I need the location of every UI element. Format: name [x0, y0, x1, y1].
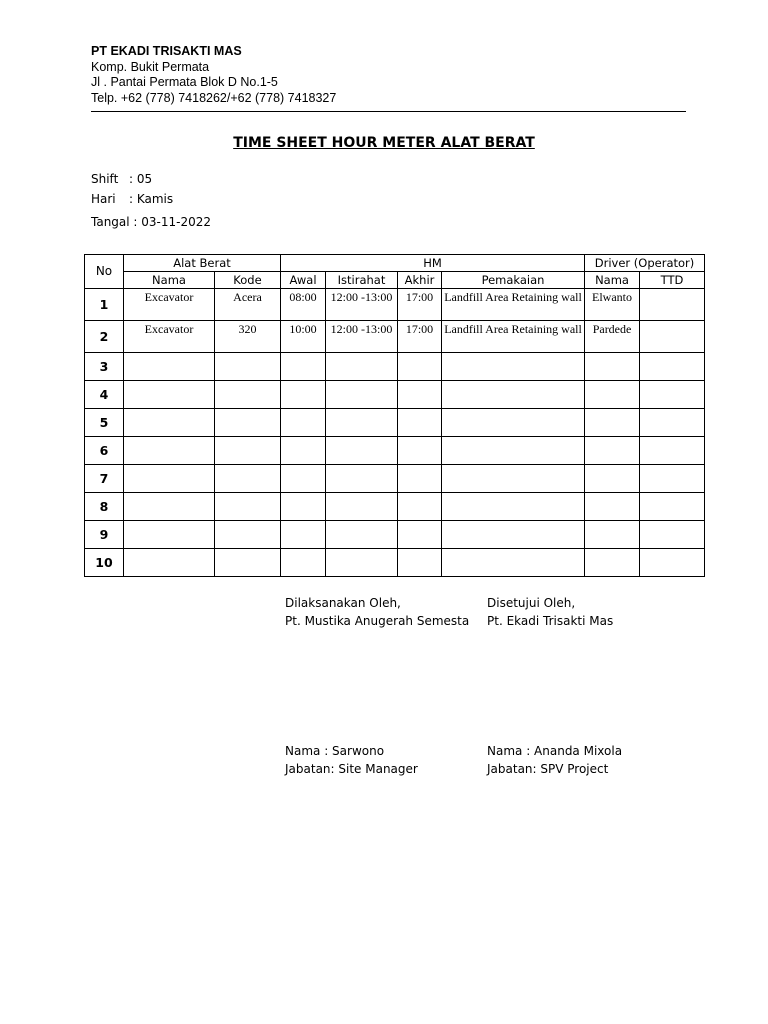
hari-label: Hari: [91, 192, 116, 206]
cell-akhir: [398, 437, 442, 465]
table-row: [85, 321, 705, 353]
approved-by-block: [487, 594, 613, 630]
cell-istirahat: [326, 521, 398, 549]
executed-by-company: Pt. Mustika Anugerah Semesta: [285, 614, 470, 628]
shift-value: : 05: [129, 172, 153, 186]
cell-pemakaian: [442, 521, 585, 549]
cell-nama: Excavator: [124, 289, 215, 321]
header-nama: Nama: [124, 272, 215, 289]
cell-akhir: [398, 381, 442, 409]
document-title: TIME SHEET HOUR METER ALAT BERAT: [233, 135, 535, 151]
approved-signatory-position: Jabatan: SPV Project: [487, 762, 609, 776]
hari-value: : Kamis: [129, 192, 174, 206]
cell-kode: [215, 521, 281, 549]
cell-pemakaian: [442, 409, 585, 437]
approved-by-heading: Disetujui Oleh,: [487, 596, 576, 610]
cell-ttd: [640, 409, 705, 437]
cell-ttd: [640, 493, 705, 521]
cell-driver: Pardede: [585, 321, 640, 353]
company-name: PT EKADI TRISAKTI MAS: [91, 44, 242, 58]
row-number: 1: [85, 289, 124, 321]
cell-driver: [585, 465, 640, 493]
cell-nama: [124, 493, 215, 521]
cell-awal: [281, 493, 326, 521]
timesheet-table: [84, 254, 705, 577]
row-number: 2: [85, 321, 124, 353]
table-row: [85, 465, 705, 493]
cell-pemakaian: [442, 353, 585, 381]
table-row: [85, 353, 705, 381]
cell-istirahat: [326, 437, 398, 465]
table-row: [85, 381, 705, 409]
cell-ttd: [640, 465, 705, 493]
cell-nama: [124, 549, 215, 577]
header-alat-berat: Alat Berat: [124, 255, 281, 272]
cell-ttd: [640, 353, 705, 381]
cell-kode: [215, 353, 281, 381]
phone-line: Telp. +62 (778) 7418262/+62 (778) 7418327: [91, 90, 337, 105]
table-row: [85, 409, 705, 437]
cell-nama: [124, 465, 215, 493]
cell-istirahat: [326, 549, 398, 577]
hari-line: [91, 192, 173, 206]
header-driver: Driver (Operator): [585, 255, 705, 272]
cell-akhir: [398, 549, 442, 577]
cell-ttd: [640, 549, 705, 577]
address-line-1: Komp. Bukit Permata: [91, 59, 210, 74]
cell-driver: [585, 381, 640, 409]
cell-kode: Acera: [215, 289, 281, 321]
approved-signatory: [487, 742, 622, 778]
table-row: [85, 521, 705, 549]
cell-istirahat: [326, 409, 398, 437]
executed-signatory: [285, 742, 418, 778]
cell-awal: 08:00: [281, 289, 326, 321]
cell-istirahat: 12:00 -13:00: [326, 289, 398, 321]
approved-by-company: Pt. Ekadi Trisakti Mas: [487, 614, 614, 628]
header-no: No: [85, 255, 124, 289]
row-number: 4: [85, 381, 124, 409]
cell-driver: [585, 409, 640, 437]
address-line-2: Jl . Pantai Permata Blok D No.1-5: [91, 75, 278, 89]
header-akhir: Akhir: [398, 272, 442, 289]
row-number: 5: [85, 409, 124, 437]
cell-pemakaian: [442, 437, 585, 465]
letterhead: [91, 44, 686, 106]
cell-driver: [585, 353, 640, 381]
cell-awal: 10:00: [281, 321, 326, 353]
header-istirahat: Istirahat: [326, 272, 398, 289]
cell-pemakaian: Landfill Area Retaining wall: [442, 321, 585, 353]
header-hm: HM: [281, 255, 585, 272]
approved-signatory-name: Nama : Ananda Mixola: [487, 744, 623, 758]
row-number: 8: [85, 493, 124, 521]
header-ttd: TTD: [640, 272, 705, 289]
cell-kode: [215, 381, 281, 409]
cell-kode: [215, 437, 281, 465]
cell-akhir: [398, 493, 442, 521]
cell-akhir: [398, 465, 442, 493]
header-kode: Kode: [215, 272, 281, 289]
header-pemakaian: Pemakaian: [442, 272, 585, 289]
cell-pemakaian: [442, 381, 585, 409]
cell-awal: [281, 549, 326, 577]
cell-awal: [281, 409, 326, 437]
cell-kode: [215, 549, 281, 577]
cell-nama: [124, 409, 215, 437]
cell-akhir: [398, 521, 442, 549]
shift-label: Shift: [91, 172, 119, 186]
cell-driver: [585, 493, 640, 521]
cell-driver: [585, 437, 640, 465]
cell-kode: [215, 465, 281, 493]
shift-line: [91, 172, 152, 186]
cell-nama: [124, 353, 215, 381]
header-driver-nama: Nama: [585, 272, 640, 289]
cell-nama: [124, 381, 215, 409]
cell-pemakaian: Landfill Area Retaining wall: [442, 289, 585, 321]
row-number: 7: [85, 465, 124, 493]
cell-istirahat: [326, 465, 398, 493]
row-number: 9: [85, 521, 124, 549]
table-row: [85, 549, 705, 577]
cell-kode: [215, 493, 281, 521]
row-number: 10: [85, 549, 124, 577]
header-awal: Awal: [281, 272, 326, 289]
cell-istirahat: [326, 353, 398, 381]
cell-kode: 320: [215, 321, 281, 353]
cell-nama: [124, 437, 215, 465]
cell-awal: [281, 521, 326, 549]
cell-akhir: 17:00: [398, 289, 442, 321]
cell-ttd: [640, 437, 705, 465]
cell-driver: Elwanto: [585, 289, 640, 321]
tanggal-line: Tangal : 03-11-2022: [91, 215, 212, 229]
cell-nama: Excavator: [124, 321, 215, 353]
row-number: 3: [85, 353, 124, 381]
cell-ttd: [640, 321, 705, 353]
cell-ttd: [640, 289, 705, 321]
table-row: [85, 437, 705, 465]
cell-akhir: [398, 353, 442, 381]
cell-driver: [585, 521, 640, 549]
cell-awal: [281, 381, 326, 409]
executed-by-block: [285, 594, 469, 630]
cell-akhir: [398, 409, 442, 437]
cell-istirahat: [326, 381, 398, 409]
letterhead-divider: [91, 111, 686, 112]
executed-by-heading: Dilaksanakan Oleh,: [285, 596, 401, 610]
cell-driver: [585, 549, 640, 577]
table-row: [85, 493, 705, 521]
executed-signatory-position: Jabatan: Site Manager: [285, 762, 418, 776]
cell-awal: [281, 437, 326, 465]
cell-pemakaian: [442, 549, 585, 577]
cell-pemakaian: [442, 465, 585, 493]
cell-nama: [124, 521, 215, 549]
table-row: [85, 289, 705, 321]
cell-kode: [215, 409, 281, 437]
cell-ttd: [640, 381, 705, 409]
executed-signatory-name: Nama : Sarwono: [285, 744, 385, 758]
cell-istirahat: 12:00 -13:00: [326, 321, 398, 353]
cell-ttd: [640, 521, 705, 549]
cell-awal: [281, 353, 326, 381]
cell-istirahat: [326, 493, 398, 521]
cell-awal: [281, 465, 326, 493]
cell-pemakaian: [442, 493, 585, 521]
row-number: 6: [85, 437, 124, 465]
cell-akhir: 17:00: [398, 321, 442, 353]
